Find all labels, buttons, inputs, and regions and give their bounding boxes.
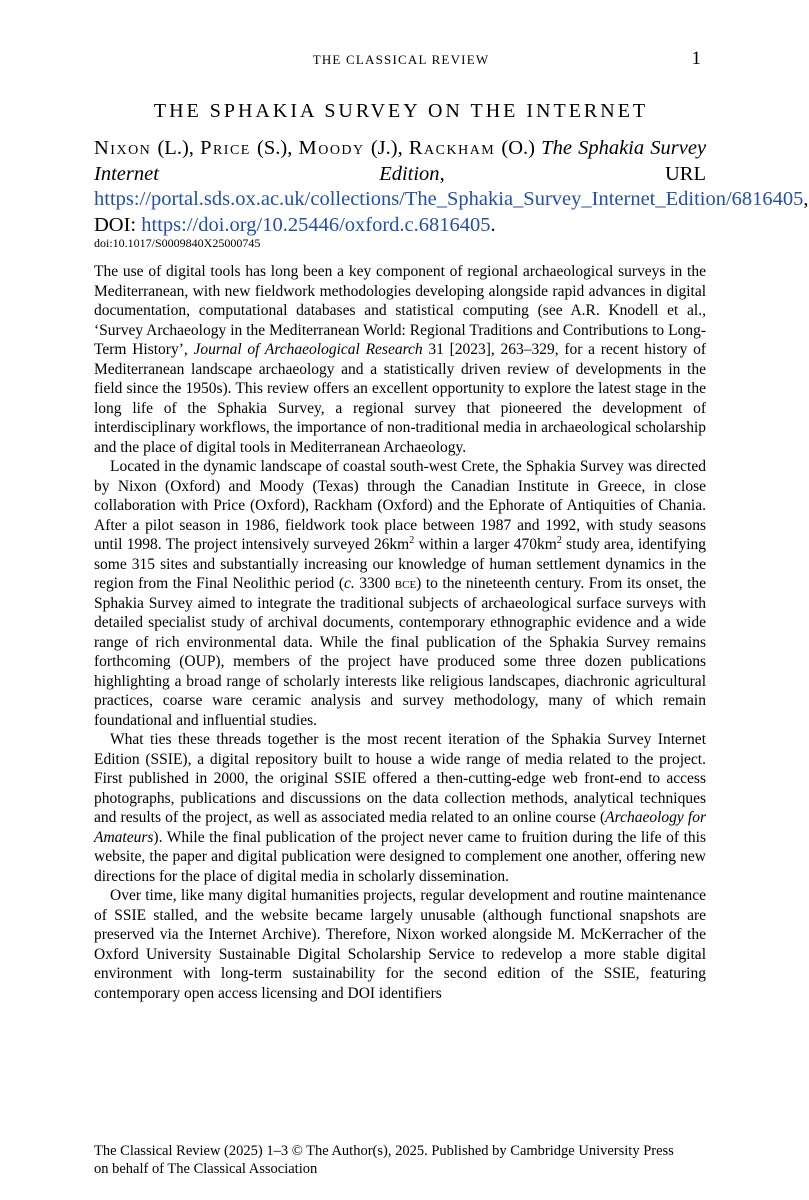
author-initial: (O.) [501,137,536,159]
text-run: Located in the dynamic landscape of coastal south-west Crete, the Sphakia Survey was directed by Nixon (Oxford) and Moody (Texas) through the Canadian Institute in Greece, in close collaboration with Price (Oxford), Rackham (Oxford) and the Ephorate of Antiquities of Chania. After a pilot season in 1986, fieldwork took place between 1987 and 1992, with study seasons until 1998. The project intensively surveyed 26km [94,458,706,553]
article-doi: doi:10.1017/S0009840X25000745 [94,236,261,250]
url-label: , URL [439,162,706,185]
author-surname: Moody [298,137,365,159]
superscript: 2 [409,534,415,546]
footer-line-2: on behalf of The Classical Association [94,1161,318,1177]
paragraph-2 [94,457,706,730]
paragraph-3 [94,730,706,886]
author-surname: Nixon [94,137,152,159]
body-text [94,262,706,1003]
author-initial: (J.), [370,137,403,159]
author-surname: Rackham [408,137,496,159]
text-run: within a larger 470km [414,536,557,553]
text-run: ) to the nineteenth century. From its onset, the Sphakia Survey aimed to integrate the traditional subjects of archaeological surface surveys with detailed specialist study of archival documents, contemporary ethnographic evidence and a wide range of rich environmental data. While the final publication of the Sphakia Survey remains forthcoming (OUP), members of the project have produced some three dozen publications highlighting a broad range of scholarly interests like religious landscapes, diachronic agricultural practices, coarse ware ceramic analysis and survey methodology, many of which remain foundational and influential studies. [94,575,707,729]
work-title: The Sphakia Survey Internet Edition [94,137,707,185]
url-link[interactable]: https://portal.sds.ox.ac.uk/collections/The_Sphakia_Survey_Internet_Edition/6816405 [94,188,804,210]
superscript: 2 [556,534,562,546]
text-run: 31 [2023], 263–329, for a recent history of Mediterranean landscape archaeology and a statistically driven review of developments in the field since the 1950s). This review offers an excellent opportunity to explore the latest stage in the long life of the Sphakia Survey, a regional survey that pioneered the development of interdisciplinary workflows, the importance of non-traditional media in archaeological scholarship and the place of digital tools in Mediterranean Archaeology. [94,341,706,456]
author-initial: (L.), [157,137,194,159]
footer-line-1: The Classical Review (2025) 1–3 © The Author(s), 2025. Published by Cambridge University Press [94,1143,674,1159]
author-surname: Price [200,137,251,159]
era-label: bce [394,575,417,592]
doi-label: , DOI: [94,188,809,236]
citation [94,136,809,238]
author-initial: (S.), [257,137,293,159]
running-head: THE CLASSICAL REVIEW [312,52,490,67]
paragraph-4: Over time, like many digital humanities projects, regular development and routine maintenance of SSIE stalled, and the website became largely unusable (although functional snapshots are preserved via the Internet Archive). Therefore, Nixon worked alongside M. McKerracher of the Oxford University Sustainable Digital Scholarship Service to redevelop a more stable digital environment with long-term sustainability for the second edition of the SSIE, featuring contemporary open access licensing and DOI identifiers [94,887,706,1002]
circa: c. [343,575,355,592]
text-run: The use of digital tools has long been a key component of regional archaeological surveys in the Mediterranean, with new fieldwork methodologies developing alongside rapid advances in digital documentation, computational databases and statistical computing (see A.R. Knodell et al., ‘Survey Archaeology in the Mediterranean World: Regional Traditions and Contributions to Long-Term History’, [94,263,706,358]
course-title: Archaeology for Amateurs [94,809,706,846]
text-run: What ties these threads together is the most recent iteration of the Sphakia Survey Internet Edition (SSIE), a digital repository built to house a wide range of media related to the project. First published in 2000, the original SSIE offered a then-cutting-edge web front-end to access photographs, publications and discussions on the data collection methods, analytical techniques and results of the project, as well as associated media related to an online course ( [94,731,706,826]
doi-link[interactable]: https://doi.org/10.25446/oxford.c.6816405 [141,213,491,236]
text-run: study area, identifying some 315 sites and substantially increasing our knowledge of human settlement dynamics in the region from the Final Neolithic period ( [94,536,707,592]
citation-end: . [490,213,496,236]
footer [94,1142,714,1178]
journal-title: Journal of Archaeological Research [193,341,423,358]
text-run: 3300 [354,575,395,592]
article-title: THE SPHAKIA SURVEY ON THE INTERNET [153,100,649,122]
text-run: ). While the final publication of the project never came to fruition during the life of this website, the paper and digital publication were designed to complement one another, offering new directions for the place of digital media in scholarly dissemination. [94,828,706,885]
paragraph-1 [94,262,706,457]
page-number: 1 [691,48,701,69]
